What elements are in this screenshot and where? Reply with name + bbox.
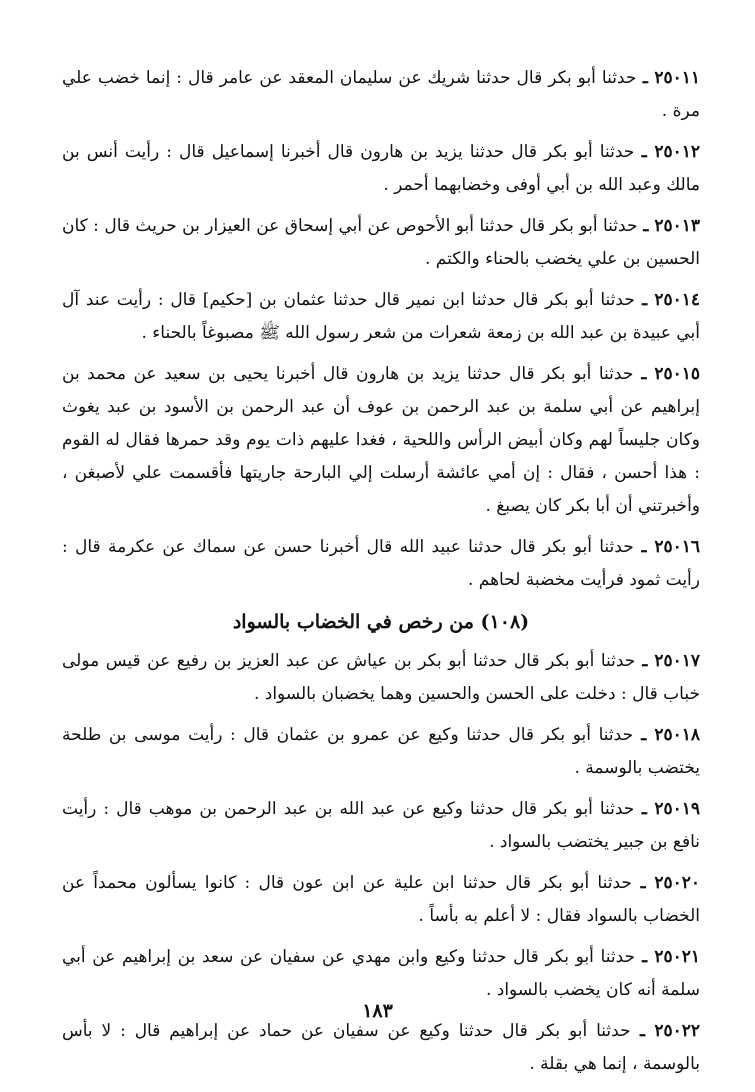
hadith-number: ٢٥٠٢٠ bbox=[654, 873, 700, 893]
hadith-text: حدثنا أبو بكر قال حدثنا ابن نمير قال حدثنا عثمان بن [حكيم] قال : رأيت عند آل أبي عبيدة بن عبد الله بن زمعة شعرات من شعر رسول الله ﷺ مصبوغاً بالحناء . bbox=[62, 290, 700, 343]
number-separator: ـ bbox=[635, 651, 655, 671]
hadith-entry bbox=[62, 210, 700, 276]
number-separator: ـ bbox=[636, 68, 655, 88]
hadith-text: حدثنا أبو بكر قال حدثنا وكيع عن عمرو بن عثمان قال : رأيت موسى بن طلحة يختضب بالوسمة . bbox=[62, 725, 700, 778]
number-separator: ـ bbox=[635, 947, 655, 967]
hadith-text: حدثنا أبو بكر قال حدثنا وكيع وابن مهدي عن سفيان عن سعد بن إبراهيم عن أبي سلمة أنه كان يخضب بالسواد . bbox=[62, 947, 700, 1000]
number-separator: ـ bbox=[637, 216, 655, 236]
hadith-number: ٢٥٠٢٢ bbox=[654, 1021, 700, 1041]
number-separator: ـ bbox=[633, 364, 655, 384]
hadith-number: ٢٥٠١٧ bbox=[654, 651, 700, 671]
hadith-text: حدثنا أبو بكر قال حدثنا أبو الأحوص عن أبي إسحاق عن العيزار بن حريث قال : كان الحسين بن علي يخضب بالحناء والكتم . bbox=[62, 216, 700, 269]
number-separator: ـ bbox=[633, 537, 655, 557]
hadith-entry bbox=[62, 62, 700, 128]
hadith-text: حدثنا أبو بكر قال حدثنا شريك عن سليمان المعقد عن عامر قال : إنما خضب علي مرة . bbox=[62, 68, 700, 121]
hadith-text: حدثنا أبو بكر قال حدثنا يزيد بن هارون قال أخبرنا إسماعيل قال : رأيت أنس بن مالك وعبد الله بن أبي أوفى وخضابهما أحمر . bbox=[62, 142, 700, 195]
hadith-entry bbox=[62, 358, 700, 523]
hadith-entry bbox=[62, 793, 700, 859]
hadith-number: ٢٥٠١٨ bbox=[654, 725, 700, 745]
hadith-number: ٢٥٠١٤ bbox=[654, 290, 700, 310]
hadith-number: ٢٥٠١٥ bbox=[654, 364, 700, 384]
hadith-text: حدثنا أبو بكر قال حدثنا يزيد بن هارون قال أخبرنا يحيى بن سعيد عن محمد بن إبراهيم عن أبي سلمة بن عبد الرحمن بن عوف أن عبد الرحمن بن الأسود بن عبد يغوث وكان جليساً لهم وكان أبيض الرأس واللحية ، فغدا عليهم ذات يوم وقد حمرها فقال له القوم : هذا أحسن ، فقال : إن أمي عائشة أرسلت إلي البارحة جاريتها فأقسمت علي لأصبغن ، وأخبرتني أن أبا بكر كان يصبغ . bbox=[62, 364, 700, 516]
hadith-number: ٢٥٠٢١ bbox=[654, 947, 700, 967]
hadith-entry bbox=[62, 1015, 700, 1081]
hadith-number: ٢٥٠١١ bbox=[654, 68, 700, 88]
hadith-number: ٢٥٠١٢ bbox=[654, 142, 700, 162]
hadith-entry bbox=[62, 719, 700, 785]
hadith-text: حدثنا أبو بكر قال حدثنا أبو بكر بن عياش عن عبد العزيز بن رفيع عن قيس مولى خباب قال : دخلت على الحسن والحسين وهما يخضبان بالسواد . bbox=[62, 651, 700, 704]
number-separator: ـ bbox=[634, 142, 655, 162]
number-separator: ـ bbox=[631, 873, 655, 893]
page-number: ١٨٣ bbox=[362, 1000, 393, 1022]
hadith-entry bbox=[62, 941, 700, 1007]
hadith-text: حدثنا أبو بكر قال حدثنا ابن علية عن ابن عون قال : كانوا يسألون محمداً عن الخضاب بالسواد فقال : لا أعلم به بأساً . bbox=[62, 873, 700, 926]
number-separator: ـ bbox=[633, 725, 655, 745]
hadith-entry bbox=[62, 867, 700, 933]
hadith-text: حدثنا أبو بكر قال حدثنا وكيع عن سفيان عن حماد عن إبراهيم قال : لا بأس بالوسمة ، إنما هي بقلة . bbox=[62, 1021, 700, 1074]
number-separator: ـ bbox=[634, 799, 655, 819]
hadith-number: ٢٥٠١٩ bbox=[654, 799, 700, 819]
hadith-entry bbox=[62, 645, 700, 711]
hadith-entry bbox=[62, 284, 700, 350]
hadith-number: ٢٥٠١٦ bbox=[654, 537, 700, 557]
hadith-text: حدثنا أبو بكر قال حدثنا وكيع عن عبد الله بن عبد الرحمن بن موهب قال : رأيت نافع بن جبير يختضب بالسواد . bbox=[62, 799, 700, 852]
number-separator: ـ bbox=[630, 1021, 655, 1041]
hadith-entry bbox=[62, 136, 700, 202]
hadith-number: ٢٥٠١٣ bbox=[654, 216, 700, 236]
section-heading: (١٠٨) من رخص في الخضاب بالسواد bbox=[232, 611, 530, 633]
hadith-text: حدثنا أبو بكر قال حدثنا عبيد الله قال أخبرنا حسن عن سماك عن عكرمة قال : رأيت ثمود فرأيت مخضبة لحاهم . bbox=[62, 537, 700, 590]
hadith-entry bbox=[62, 531, 700, 597]
number-separator: ـ bbox=[634, 290, 655, 310]
